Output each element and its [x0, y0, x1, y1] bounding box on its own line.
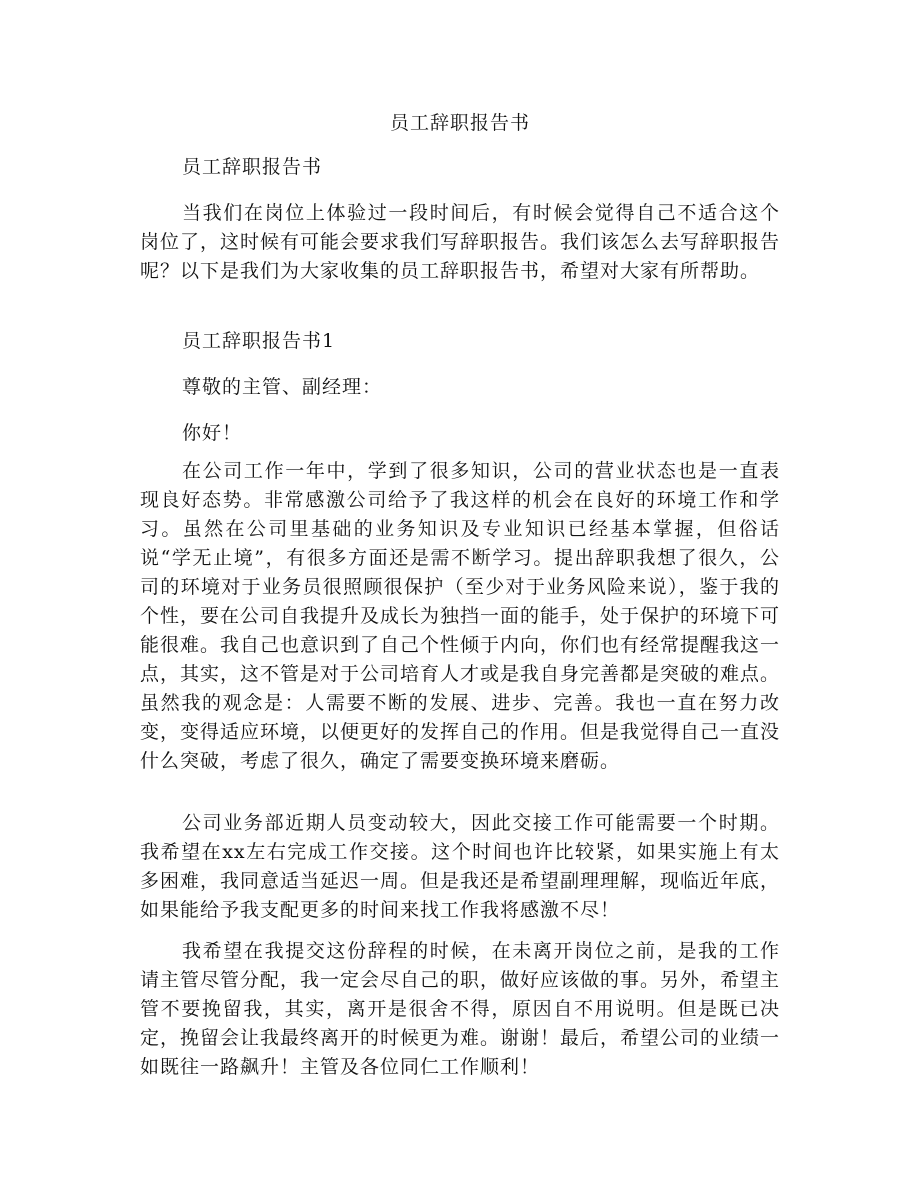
- body-paragraph: 公司业务部近期人员变动较大，因此交接工作可能需要一个时期。我希望在xx左右完成工作交接。这个时间也许比较紧，如果实施上有太多困难，我同意适当延迟一周。但是我还是希望副理理解，现临近年底，如果能给予我支配更多的时间来找工作我将感激不尽！: [140, 812, 781, 921]
- intro-paragraph: 当我们在岗位上体验过一段时间后，有时候会觉得自己不适合这个岗位了，这时候有可能会要求我们写辞职报告。我们该怎么去写辞职报告呢？以下是我们为大家收集的员工辞职报告书，希望对大家有所帮助。: [140, 202, 781, 282]
- body-paragraph: 在公司工作一年中，学到了很多知识，公司的营业状态也是一直表现良好态势。非常感激公司给予了我这样的机会在良好的环境工作和学习。虽然在公司里基础的业务知识及专业知识已经基本掌握，但俗话说“学无止境”，有很多方面还是需不断学习。提出辞职我想了很久，公司的环境对于业务员很照顾很保护（至少对于业务风险来说），鉴于我的个性，要在公司自我提升及成长为独挡一面的能手，处于保护的环境下可能很难。我自己也意识到了自己个性倾于内向，你们也有经常提醒我这一点，其实，这不管是对于公司培育人才或是我自身完善都是突破的难点。虽然我的观念是：人需要不断的发展、进步、完善。我也一直在努力改变，变得适应环境，以便更好的发挥自己的作用。但是我觉得自己一直没什么突破，考虑了很久，确定了需要变换环境来磨砺。: [140, 460, 781, 772]
- subtitle-paragraph: 员工辞职报告书: [182, 156, 323, 178]
- section-heading: 员工辞职报告书1: [182, 330, 336, 352]
- body-paragraph: 我希望在我提交这份辞程的时候，在未离开岗位之前，是我的工作请主管尽管分配，我一定会尽自己的职，做好应该做的事。另外，希望主管不要挽留我，其实，离开是很舍不得，原因自不用说明。但是既已决定，挽留会让我最终离开的时候更为难。谢谢！最后，希望公司的业绩一如既往一路飙升！主管及各位同仁工作顺利！: [140, 940, 781, 1078]
- document-title: 员工辞职报告书: [389, 112, 530, 134]
- salutation: 尊敬的主管、副经理：: [182, 376, 383, 398]
- greeting: 你好！: [182, 422, 243, 444]
